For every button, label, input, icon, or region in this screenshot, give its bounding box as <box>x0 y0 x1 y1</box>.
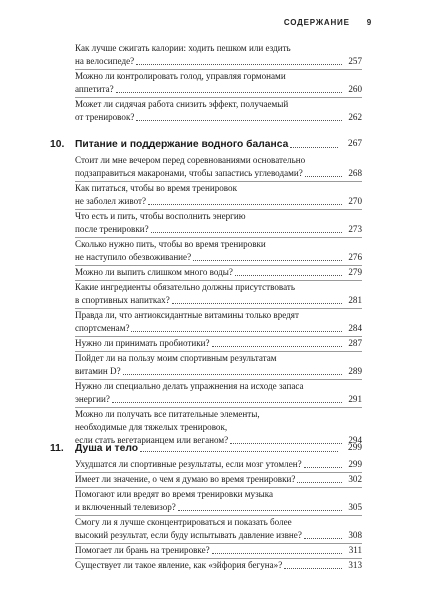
toc-entry <box>75 42 362 68</box>
dot-leader <box>235 274 342 276</box>
toc-entry <box>75 458 362 471</box>
chapter-title: Душа и тело <box>75 443 139 454</box>
toc-entry-text: не заболел живот? <box>75 196 147 206</box>
toc-entry-page: 313 <box>348 560 362 570</box>
toc-entry-text: Можно ли выпить слишком много воды? <box>75 267 233 277</box>
toc-entry-line <box>75 238 362 251</box>
toc-entry-line <box>75 182 362 195</box>
toc-entry-page: 279 <box>348 267 362 277</box>
toc-entry-line <box>75 322 362 335</box>
toc-entry-text: Что есть и пить, чтобы восполнить энергию <box>75 211 246 221</box>
toc-entry-page: 281 <box>348 295 362 305</box>
toc-entry-text: Как лучше сжигать калории: ходить пешком или ездить <box>75 43 291 53</box>
toc-entry-page: 273 <box>348 224 362 234</box>
toc-entry-line <box>75 544 362 557</box>
dot-leader <box>304 537 342 539</box>
toc-entry-page: 262 <box>348 112 362 122</box>
toc-entry <box>75 337 362 350</box>
chapter-heading <box>50 442 362 455</box>
toc-entry-line <box>75 111 362 124</box>
dot-leader <box>112 401 342 403</box>
toc-entry-text: высокий результат, если буду испытывать давление извне? <box>75 530 302 540</box>
toc-entry-text: Правда ли, что антиоксидантные витамины только вредят <box>75 310 299 320</box>
chapter-heading <box>50 138 362 151</box>
toc-entry-text: от тренировок? <box>75 112 135 122</box>
toc-entry <box>75 98 362 124</box>
toc-entry-text: на велосипеде? <box>75 56 135 66</box>
dot-leader <box>290 146 338 148</box>
dot-leader <box>284 567 342 569</box>
toc-entry <box>75 544 362 557</box>
toc-entry <box>75 473 362 486</box>
toc-entry-line <box>75 559 362 572</box>
toc-entry-line <box>75 210 362 223</box>
toc-entry-text: Имеет ли значение, о чем я думаю во время тренировки? <box>75 474 296 484</box>
dot-leader <box>136 119 342 121</box>
toc-entry <box>75 238 362 264</box>
dot-leader <box>193 259 342 261</box>
dot-leader <box>151 231 342 233</box>
chapter-number: 11. <box>50 443 64 454</box>
toc-entry-text: Нужно ли специально делать упражнения на исходе запаса <box>75 381 304 391</box>
toc-entry-page: 270 <box>348 196 362 206</box>
toc-entry-line <box>75 393 362 406</box>
toc-entry-page: 287 <box>348 338 362 348</box>
toc-entry <box>75 266 362 279</box>
toc-entry-line <box>75 365 362 378</box>
toc-entry-text: Можно ли контролировать голод, управляя гормонами <box>75 71 286 81</box>
dot-leader <box>178 509 342 511</box>
toc-entry-text: Существует ли такое явление, как «эйфория бегуна»? <box>75 560 283 570</box>
toc-entry-text: аппетита? <box>75 84 114 94</box>
toc-entry-line <box>75 55 362 68</box>
toc-entry <box>75 516 362 542</box>
toc-entry-line <box>75 421 362 434</box>
toc-entry-text: витамин D? <box>75 366 121 376</box>
dot-leader <box>304 466 342 468</box>
toc-entry-page: 276 <box>348 252 362 262</box>
dot-leader <box>148 203 342 205</box>
toc-entry <box>75 559 362 572</box>
toc-entry-text: после тренировки? <box>75 224 149 234</box>
dot-leader <box>172 302 342 304</box>
toc-entry <box>75 309 362 335</box>
dot-leader <box>116 91 342 93</box>
dot-leader <box>305 175 342 177</box>
toc-entry-line <box>75 42 362 55</box>
toc-entry-text: Нужно ли принимать пробиотики? <box>75 338 210 348</box>
toc-entry-text: энергии? <box>75 394 110 404</box>
toc-entry-line <box>75 408 362 421</box>
dot-leader <box>136 63 342 65</box>
chapter-page: 299 <box>348 443 362 453</box>
toc-entry-text: Помогают или вредят во время тренировки музыка <box>75 489 274 499</box>
toc-entry <box>75 352 362 378</box>
toc-entry <box>75 380 362 406</box>
toc-entry-text: и включенный телевизор? <box>75 502 176 512</box>
toc-entry <box>75 154 362 180</box>
toc-entry-page: 260 <box>348 84 362 94</box>
toc-entry-line <box>75 458 362 471</box>
toc-entry-line <box>75 309 362 322</box>
toc-entry-text: в спортивных напитках? <box>75 295 170 305</box>
toc-entry <box>75 210 362 236</box>
toc-entry-page: 268 <box>348 168 362 178</box>
toc-entry-line <box>75 70 362 83</box>
toc-entry-page: 308 <box>348 530 362 540</box>
toc-entry-page: 305 <box>348 502 362 512</box>
toc-entry <box>75 182 362 208</box>
toc-entry-page: 257 <box>348 56 362 66</box>
toc-entry-page: 311 <box>348 545 362 555</box>
header-page-number: 9 <box>366 18 372 27</box>
dot-leader <box>297 481 342 483</box>
dot-leader <box>123 373 342 375</box>
toc-entry <box>75 70 362 96</box>
dot-leader <box>212 552 342 554</box>
toc-entry-text: не наступило обезвоживание? <box>75 252 192 262</box>
toc-entry-line <box>75 529 362 542</box>
chapter-number: 10. <box>50 139 65 150</box>
toc-entry-text: Какие ингредиенты обязательно должны присутствовать <box>75 282 295 292</box>
toc-entry-line <box>75 154 362 167</box>
toc-entry-text: Может ли сидячая работа снизить эффект, получаемый <box>75 99 289 109</box>
toc-entry-text: Стоит ли мне вечером перед соревнованиями основательно <box>75 155 306 165</box>
toc-entry-page: 294 <box>348 435 362 445</box>
toc-entry-line <box>75 516 362 529</box>
toc-entry-text: Пойдет ли на пользу моим спортивным результатам <box>75 353 277 363</box>
toc-entry <box>75 488 362 514</box>
toc-entry-line <box>75 501 362 514</box>
toc-entry-page: 289 <box>348 366 362 376</box>
toc-entry-line <box>75 281 362 294</box>
toc-entry-line <box>75 251 362 264</box>
chapter-page: 267 <box>348 139 362 149</box>
chapter-title: Питание и поддержание водного баланса <box>75 139 289 150</box>
toc-entry-line <box>75 473 362 486</box>
dot-leader <box>131 330 342 332</box>
toc-entry-text: Ухудшатся ли спортивные результаты, если мозг утомлен? <box>75 459 302 469</box>
toc-entry-text: Помогает ли брань на тренировке? <box>75 545 210 555</box>
toc-entry-page: 284 <box>348 323 362 333</box>
dot-leader <box>140 450 338 452</box>
toc-entry <box>75 281 362 307</box>
toc-entry-line <box>75 223 362 236</box>
toc-entry-line <box>75 294 362 307</box>
toc-entry-text: Сколько нужно пить, чтобы во время тренировки <box>75 239 266 249</box>
header-title: СОДЕРЖАНИЕ <box>283 18 350 27</box>
running-header <box>284 18 372 27</box>
toc-entry-text: необходимые для тяжелых тренировок, <box>75 422 228 432</box>
toc-entry-line <box>75 167 362 180</box>
toc-entry-page: 302 <box>348 474 362 484</box>
toc-entry-text: Можно ли получать все питательные элементы, <box>75 409 260 419</box>
toc-entry-line <box>75 380 362 393</box>
toc-entry-text: подзаправиться макаронами, чтобы запастись углеводами? <box>75 168 303 178</box>
toc-entry-line <box>75 337 362 350</box>
toc-entry-line <box>75 352 362 365</box>
toc-entry-line <box>75 195 362 208</box>
dot-leader <box>212 345 342 347</box>
toc-entry-text: Смогу ли я лучше сконцентрироваться и показать более <box>75 517 292 527</box>
toc-entry-text: если стать вегетарианцем или веганом? <box>75 435 229 445</box>
toc-entry-line <box>75 83 362 96</box>
toc-entry-text: спортсменам? <box>75 323 130 333</box>
toc-entry-page: 299 <box>348 459 362 469</box>
toc-entry-line <box>75 488 362 501</box>
toc-entry-text: Как питаться, чтобы во время тренировок <box>75 183 237 193</box>
toc-entry-line <box>75 98 362 111</box>
toc-entry-page: 291 <box>348 394 362 404</box>
toc-entry-line <box>75 266 362 279</box>
